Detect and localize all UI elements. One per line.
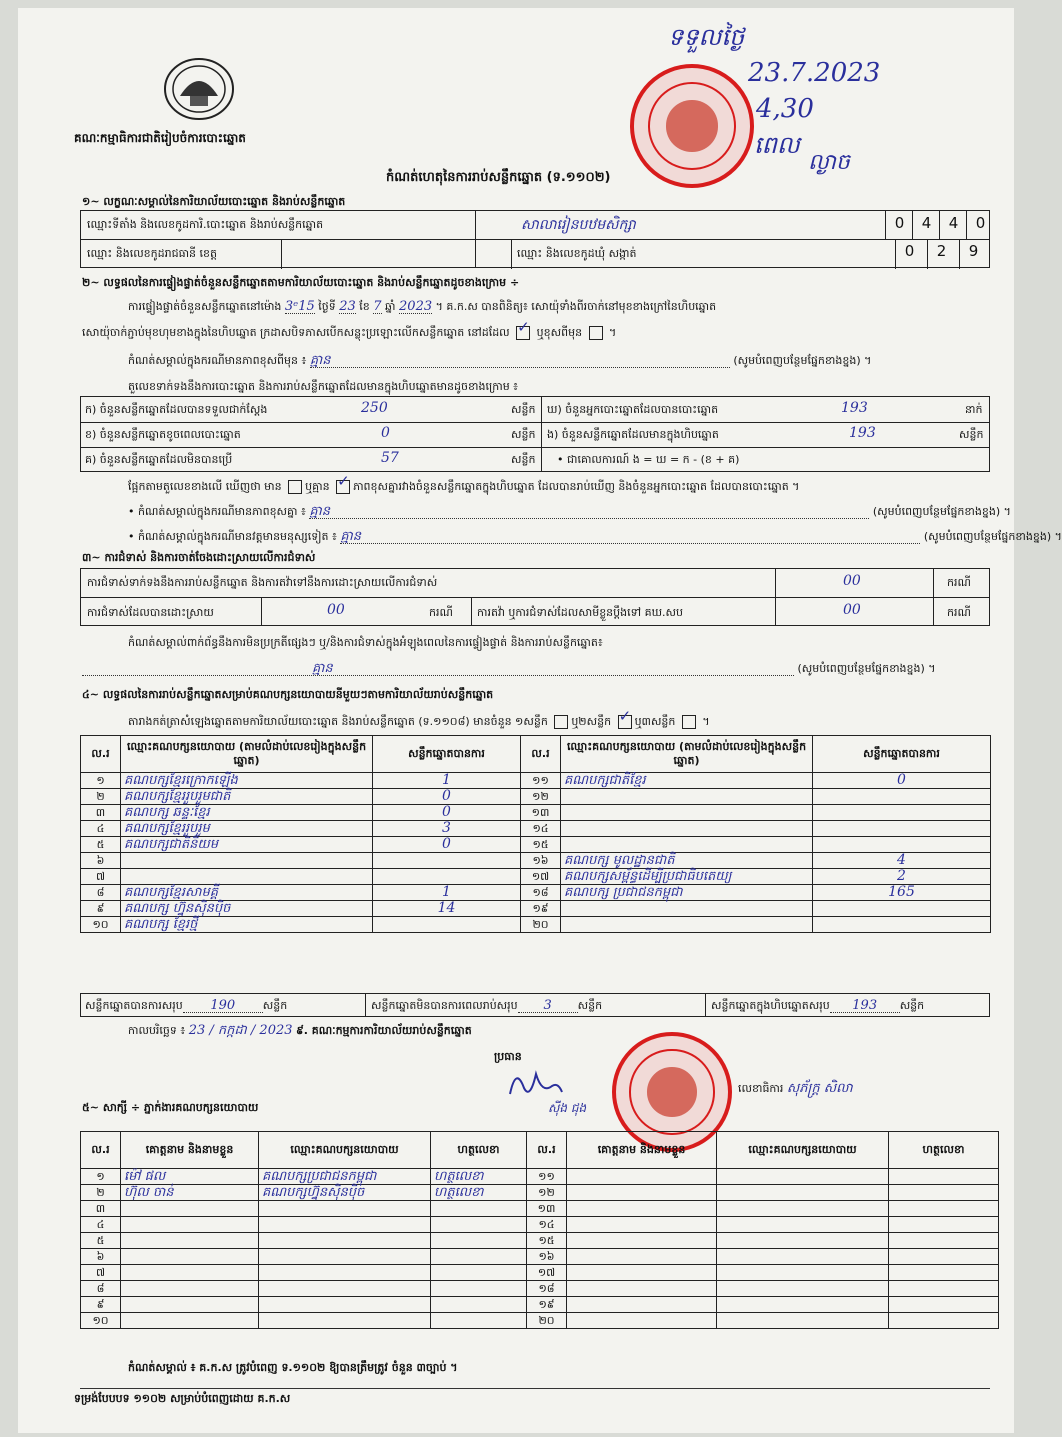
complaints-forwarded: 00 — [843, 602, 861, 618]
complaints-box: ការជំទាស់ទាក់ទងនឹងការរាប់សន្លឹកឆ្នោត និងការតវ៉ាទៅនឹងការដោះស្រាយលើការជំទាស់ 00 ករណី ការជំទាស់ដែលបានដោះស្រាយ 00 ករណី ការតវ៉ា ឬការជំទាស់ដែលសាមីខ្លួនប្តឹងទៅ គឃ.សប 00 ករណី — [80, 568, 990, 626]
remark-irregular: កំណត់សម្គាល់ក្នុងករណីមានភាពខុសពីមុន ៖ គ្មាន (សូមបំពេញបន្ថែមផ្នែកខាងខ្នង) ។ — [128, 353, 872, 368]
table-row: ៥ ១៥ — [81, 1233, 999, 1249]
table-row: ៦ ១៦ គណបក្ស មូលដ្ឋានជាតិ 4 — [81, 853, 991, 869]
table-row: ៧ ១៧ — [81, 1265, 999, 1281]
date-line: កាលបរិច្ឆេទ ៖ 23 / កក្កដា / 2023 ៩. គណៈកម្មការការិយាល័យរាប់សន្លឹកឆ្នោត — [128, 1023, 472, 1038]
form-sheet — [18, 8, 1062, 1433]
form-code: ទម្រង់បែបបទ ១១០២ សម្រាប់បំពេញដោយ គ.ក.ស — [74, 1392, 291, 1405]
voters-voted: 193 — [841, 400, 868, 416]
ballots-received: 250 — [361, 400, 388, 416]
section-2-title: ២~ លទ្ធផលនៃការផ្ទៀងផ្ទាត់ចំនួនសន្លឹកឆ្នោតតាមការិយាល័យបោះឆ្នោត និងរាប់សន្លឹកឆ្នោតដូចខាងក្រោម ÷ — [82, 276, 520, 289]
polling-station-code: 0 4 4 0 — [861, 211, 991, 239]
secretary-line: លេខាធិការ សុភ័ក្រ្ត សិលា — [738, 1081, 853, 1096]
section-5-title: ៥~ សាក្សី ÷ ភ្នាក់ងារគណបក្សនយោបាយ — [82, 1101, 259, 1114]
checkbox-correct[interactable] — [516, 326, 530, 340]
chair-signature-stroke — [506, 1064, 566, 1104]
table-row: ៤ គណបក្សខ្មែររួបរួម 3 ១៤ — [81, 821, 991, 837]
section-4-intro: តារាងកត់ត្រាសំឡេងឆ្នោតតាមការិយាល័យបោះឆ្នោត និងរាប់សន្លឹកឆ្នោត (ទ.១១០៨) មានចំនួន ១សន្លឹក ឬ២សន្លឹក ✓ ឬ៣សន្លឹក ។ — [128, 715, 710, 729]
section-1-title: ១~ លក្ខណៈសម្គាល់នៃការិយាល័យបោះឆ្នោត និងរាប់សន្លឹកឆ្នោត — [82, 195, 346, 208]
table-row: ១ គណបក្សខ្មែរក្រោកឡើង 1 ១១ គណបក្សជាតិខ្មែរ 0 — [81, 773, 991, 789]
remark-difference: • កំណត់សម្គាល់ក្នុងករណីមានភាពខុសគ្នា ៖ គ្មាន (សូមបំពេញបន្ថែមផ្នែកខាងខ្នង) ។ — [128, 504, 1011, 519]
table-row: ៧ ១៧ គណបក្សសម្ព័ន្ធដើម្បីប្រជាធិបតេយ្យ 2 — [81, 869, 991, 885]
count-intro: តួលេខទាក់ទងនឹងការបោះឆ្នោត និងការរាប់សន្លឹកឆ្នោតដែលមានក្នុងហិបឆ្នោតមានដូចខាងក្រោម ៖ — [128, 380, 519, 393]
table-row: ១០ ២០ — [81, 1313, 999, 1329]
ballots-unused: 57 — [381, 450, 399, 466]
checkbox-incorrect[interactable] — [589, 326, 603, 340]
official-stamp-top — [630, 64, 754, 188]
table-row: ៣ ១៣ — [81, 1201, 999, 1217]
remark-voter: • កំណត់សម្គាល់ក្នុងករណីមានវត្តមានមនុស្សទៀត ៖ គ្មាន (សូមបំពេញបន្ថែមផ្នែកខាងខ្នង) ។ — [128, 529, 1062, 544]
ballot-count-box: ក) ចំនួនសន្លឹកឆ្នោតដែលបានទទួលជាក់ស្តែង 250 សន្លឹក ឃ) ចំនួនអ្នកបោះឆ្នោតដែលបានបោះឆ្នោត 193 នាក់ ខ) ចំនួនសន្លឹកឆ្នោតខូចពេលបោះឆ្នោត 0 សន្លឹក ង) ចំនួនសន្លឹកឆ្នោតដែលមានក្នុងហិបឆ្នោត 193 សន្លឹក គ) ចំនួនសន្លឹកឆ្នោតដែលមិនបានប្រើ 57 សន្លឹក • ជាគោលការណ៍ ង = ឃ = ក - (ខ + គ) — [80, 396, 990, 472]
note-line-2: 23.7.2023 — [748, 58, 881, 88]
table-row: ៩ គណបក្ស ហ្វ៊ុនស៊ិនប៉ិច 14 ១៩ — [81, 901, 991, 917]
complaints-resolved: 00 — [327, 602, 345, 618]
section-3-title: ៣~ ការជំទាស់ និងការចាត់ចែងដោះស្រាយលើការជំទាស់ — [82, 551, 316, 564]
table-row: ៥ គណបក្សជាតិនិយម 0 ១៥ — [81, 837, 991, 853]
note-line-3: 4,30 — [756, 94, 814, 124]
polling-station-value: សាលារៀនបឋមសិក្សា — [521, 217, 636, 233]
section-1-box — [80, 210, 990, 268]
remark-violations: កំណត់សម្គាល់ពាក់ព័ន្ធនឹងការមិនប្រក្រតីផ្សេងៗ ឬ/និងការជំទាស់ក្នុងអំឡុងពេលនៃការផ្ទៀងផ្ទាត់ និងការរាប់សន្លឹកឆ្នោត៖ — [128, 636, 603, 649]
reconciliation-time-text: ការផ្ទៀងផ្ទាត់ចំនួនសន្លឹកឆ្នោតនៅម៉ោង 3ᵉ15 ថ្ងៃទី 23 ខែ 7 ឆ្នាំ 2023 ។ គ.ក.ស បានពិនិត្យ៖ សោយ៉ុទាំងពីរចាក់នៅមុខខាងក្រៅនៃហិបឆ្នោត — [128, 299, 717, 314]
complaints-total: 00 — [843, 573, 861, 589]
commune-code: 0 2 9 — [871, 239, 991, 269]
remark-violations-line: គ្មាន (សូមបំពេញបន្ថែមផ្នែកខាងខ្នង) ។ — [82, 662, 936, 676]
nec-logo — [162, 56, 236, 122]
form-title: កំណត់ហេតុនៃការរាប់សន្លឹកឆ្នោត (ទ.១១០២) — [386, 170, 611, 185]
party-results-table: ល.រ ឈ្មោះគណបក្សនយោបាយ (តាមលំដាប់លេខរៀងក្នុងសន្លឹកឆ្នោត) សន្លឹកឆ្នោតបានការ ល.រ ឈ្មោះគណបក្សនយោបាយ (តាមលំដាប់លេខរៀងក្នុងសន្លឹកឆ្នោត) សន្លឹកឆ្នោតបានការ ១ គណបក្សខ្មែរក្រោកឡើង 1 ១១ គណបក្សជាតិខ្មែរ 0 ២ គណបក្សខ្មែររួបរួមជាតិ 0 ១២ ៣ គណបក្ស ឆន្ទៈខ្មែរ 0 ១៣ ៤ គណបក្សខ្មែររួបរួម 3 ១៤ ៥ គណបក្សជាតិនិយម 0 ១៥ ៦ ១៦ គណបក្ស មូលដ្ឋានជាតិ 4 ៧ ១៧ គណបក្សសម្ព័ន្ធដើម្បីប្រជាធិបតេយ្យ 2 ៨ គណបក្សខ្មែរសាមគ្គី 1 ១៨ គណបក្ស ប្រជាជនកម្ពុជា 165 ៩ គណបក្ស ហ្វ៊ុនស៊ិនប៉ិច 14 ១៩ ១០ គណបក្ស ខ្មែរថ្មី ២០ — [80, 735, 991, 933]
province-label: ឈ្មោះ និងលេខកូដរាជធានី ខេត្ត — [87, 247, 217, 260]
chairperson-label: ប្រធាន — [494, 1050, 522, 1063]
table-row: ១ ម៉ៅ ផល គណបក្សប្រជាជនកម្ពុជា ហត្ថលេខា ១១ — [81, 1169, 999, 1185]
note-line-5: ល្ងាច — [808, 150, 850, 175]
chair-signature: ស៊ីង ជុង — [548, 1101, 587, 1115]
party-agents-table: ល.រ គោត្តនាម និងនាមខ្លួន ឈ្មោះគណបក្សនយោបាយ ហត្ថលេខា ល.រ គោត្តនាម និងនាមខ្លួន ឈ្មោះគណបក្សនយោបាយ ហត្ថលេខា ១ ម៉ៅ ផល គណបក្សប្រជាជនកម្ពុជា ហត្ថលេខា ១១ ២ ហ៊ុល ចាន់ គណបក្សហ្វ៊ុនស៊ិនប៉ិច ហត្ថលេខា ១២ ៣ ១៣ ៤ ១៤ ៥ ១៥ ៦ ១៦ ៧ ១៧ ៨ ១៨ ៩ ១៩ ១០ ២០ — [80, 1131, 999, 1329]
ballots-in-box: 193 — [849, 425, 876, 441]
ballot-box-text: សោយ៉ុចាក់ភ្ជាប់មុខហុមខាងក្នុងនៃហិបឆ្នោត ក្រដាសបិទភាសបើកសន្លុះប្រឡោះលើកសន្លឹកឆ្នោត នៅដដែល ✓ ឬខុសពីមុន ។ — [82, 326, 616, 340]
polling-station-label: ឈ្មោះទីតាំង និងលេខកូដការិ.បោះឆ្នោត និងរាប់សន្លឹកឆ្នោត — [87, 218, 324, 231]
table-row: ១០ គណបក្ស ខ្មែរថ្មី ២០ — [81, 917, 991, 933]
table-row: ២ គណបក្សខ្មែររួបរួមជាតិ 0 ១២ — [81, 789, 991, 805]
table-row: ២ ហ៊ុល ចាន់ គណបក្សហ្វ៊ុនស៊ិនប៉ិច ហត្ថលេខា ១២ — [81, 1185, 999, 1201]
section-4-title: ៤~ លទ្ធផលនៃការរាប់សន្លឹកឆ្នោតសម្រាប់គណបក្សនយោបាយនីមួយៗតាមការិយាល័យរាប់សន្លឹកឆ្នោត — [82, 688, 494, 701]
commune-label: ឈ្មោះ និងលេខកូដឃុំ សង្កាត់ — [517, 247, 637, 260]
compare-text: ផ្អែកតាមតួលេខខាងលើ ឃើញថា មាន ឬគ្មាន ✓ ភាពខុសគ្នារវាងចំនួនសន្លឹកឆ្នោតក្នុងហិបឆ្នោត ដែលបានរាប់ឃើញ និងចំនួនអ្នកបោះឆ្នោត ដែលបានបោះឆ្នោត ។ — [128, 480, 799, 494]
totals-row: សន្លឹកឆ្នោតបានការសរុប 190 សន្លឹក សន្លឹកឆ្នោតមិនបានការពេលរាប់សរុប 3 សន្លឹក សន្លឹកឆ្នោតក្នុងហិបឆ្នោតសរុប 193 សន្លឹក — [80, 993, 990, 1017]
table-row: ៩ ១៩ — [81, 1297, 999, 1313]
table-row: ៨ ១៨ — [81, 1281, 999, 1297]
table-row: ៦ ១៦ — [81, 1249, 999, 1265]
table-row: ៣ គណបក្ស ឆន្ទៈខ្មែរ 0 ១៣ — [81, 805, 991, 821]
ballots-spoiled: 0 — [381, 425, 390, 441]
footer-note: កំណត់សម្គាល់ ៖ គ.ក.ស ត្រូវបំពេញ ទ.១១០២ ឱ្យបានត្រឹមត្រូវ ចំនួន ៣ច្បាប់ ។ — [128, 1361, 458, 1374]
note-line-4: ពេល — [754, 131, 800, 159]
table-row: ៤ ១៤ — [81, 1217, 999, 1233]
table-row: ៨ គណបក្សខ្មែរសាមគ្គី 1 ១៨ គណបក្ស ប្រជាជនកម្ពុជា 165 — [81, 885, 991, 901]
note-line-1: ទទួលថ្ងៃ — [668, 23, 745, 51]
committee-name: គណៈកម្មាធិការជាតិរៀបចំការបោះឆ្នោត — [74, 131, 246, 145]
